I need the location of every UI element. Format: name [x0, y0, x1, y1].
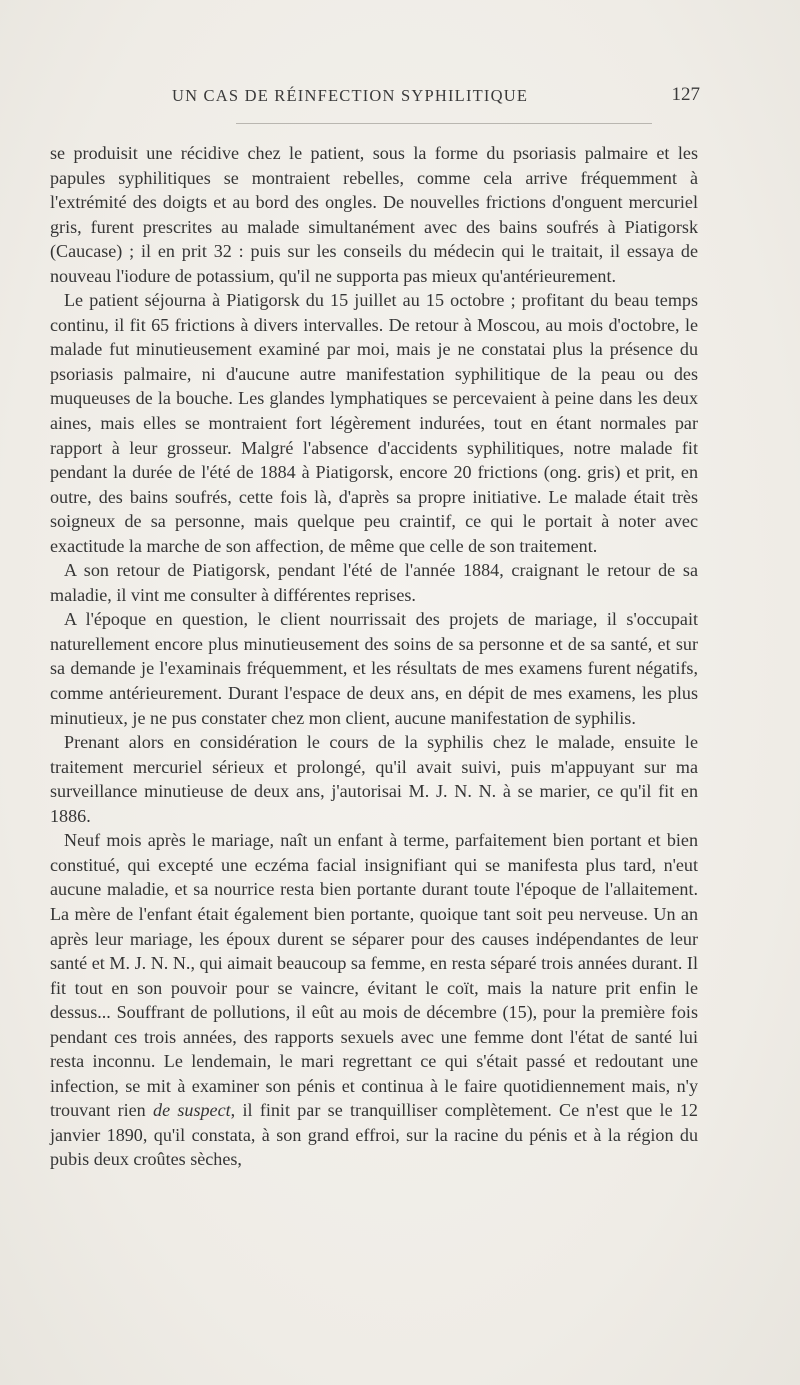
page-number: 127	[671, 84, 700, 105]
paragraph-2: Le patient séjourna à Piatigorsk du 15 juillet au 15 octobre ; profitant du beau temps continu, il fit 65 frictions à divers intervalles. De retour à Moscou, au mois d'octobre, le malade fut minutieusement examiné par moi, mais je ne constatai plus la présence du psoriasis palmaire, ni d'aucune autre manifestation syphilitique de la peau ou des muqueuses de la bouche. Les glandes lymphatiques se percevaient à peine dans les deux aines, mais elles se montraient fort légèrement indurées, tout en étant normales par rapport à leur grosseur. Malgré l'absence d'accidents syphilitiques, notre malade fit pendant la durée de l'été de 1884 à Piatigorsk, encore 20 frictions (ong. gris) et prit, en outre, des bains soufrés, cette fois là, d'après sa propre initiative. Le malade était très soigneux de sa personne, mais quelque peu craintif, ce qui le portait à noter avec exactitude la marche de son affection, de même que celle de son traitement.	[50, 290, 698, 556]
paragraph-6-start: Neuf mois après le mariage, naît un enfant à terme, parfaitement bien portant et bien constitué, qui excepté une eczéma facial insignifiant qui se manifesta plus tard, n'eut aucune maladie, et sa nourrice resta bien portante durant toute l'époque de l'allaitement. La mère de l'enfant était également bien portante, quoique tant soit peu nerveuse. Un an après leur mariage, les époux durent se séparer pour des causes indépendantes de leur santé et M. J. N. N., qui aimait beaucoup sa femme, en resta séparé trois années durant. Il fit tout en son pouvoir pour se vaincre, évitant le coït, mais la nature prit enfin le dessus... Souffrant de pollutions, il eût au mois de décembre (15), pour la première fois pendant ces trois années, des rapports sexuels avec une femme dont l'état de santé lui resta inconnu. Le lendemain, le mari regrettant ce qui s'était passé et redoutant une infection, se mit à examiner son pénis et continua à le faire quotidiennement mais, n'y trouvant rien	[50, 830, 698, 1121]
body-text	[50, 141, 698, 1172]
paragraph-5: Prenant alors en considération le cours de la syphilis chez le malade, ensuite le traitement mercuriel sérieux et prolongé, qu'il avait suivi, puis m'appuyant sur ma surveillance minutieuse de deux ans, j'autorisai M. J. N. N. à se marier, ce qu'il fit en 1886.	[50, 732, 698, 826]
paragraph-4: A l'époque en question, le client nourrissait des projets de mariage, il s'occupait naturellement encore plus minutieusement des soins de sa personne et de sa santé, et sur sa demande je l'examinais fréquemment, et les résultats de mes examens furent négatifs, comme antérieurement. Durant l'espace de deux ans, en dépit de mes examens, les plus minutieux, je ne pus constater chez mon client, aucune manifestation de syphilis.	[50, 609, 698, 728]
paragraph-6-end: , il finit par se tranquilliser complètement. Ce n'est que le 12 janvier 1890, qu'il constata, à son grand effroi, sur la racine du pénis et à la région du pubis deux croûtes sèches,	[50, 1100, 698, 1170]
header-rule	[236, 123, 652, 124]
paragraph-6	[50, 828, 698, 1172]
paragraph-1: se produisit une récidive chez le patient, sous la forme du psoriasis palmaire et les papules syphilitiques se montraient rebelles, comme cela arrive fréquemment à l'extrémité des doigts et au bord des ongles. De nouvelles frictions d'onguent mercuriel gris, furent prescrites au malade simultanément avec des bains soufrés à Piatigorsk (Caucase) ; il en prit 32 : puis sur les conseils du médecin qui le traitait, il essaya de nouveau l'iodure de potassium, qu'il ne supporta pas mieux qu'antérieurement.	[50, 143, 698, 286]
italic-phrase: de suspect	[153, 1100, 231, 1121]
running-title: UN CAS DE RÉINFECTION SYPHILITIQUE	[172, 86, 529, 105]
paragraph-3: A son retour de Piatigorsk, pendant l'été de l'année 1884, craignant le retour de sa maladie, il vint me consulter à différentes reprises.	[50, 560, 698, 605]
